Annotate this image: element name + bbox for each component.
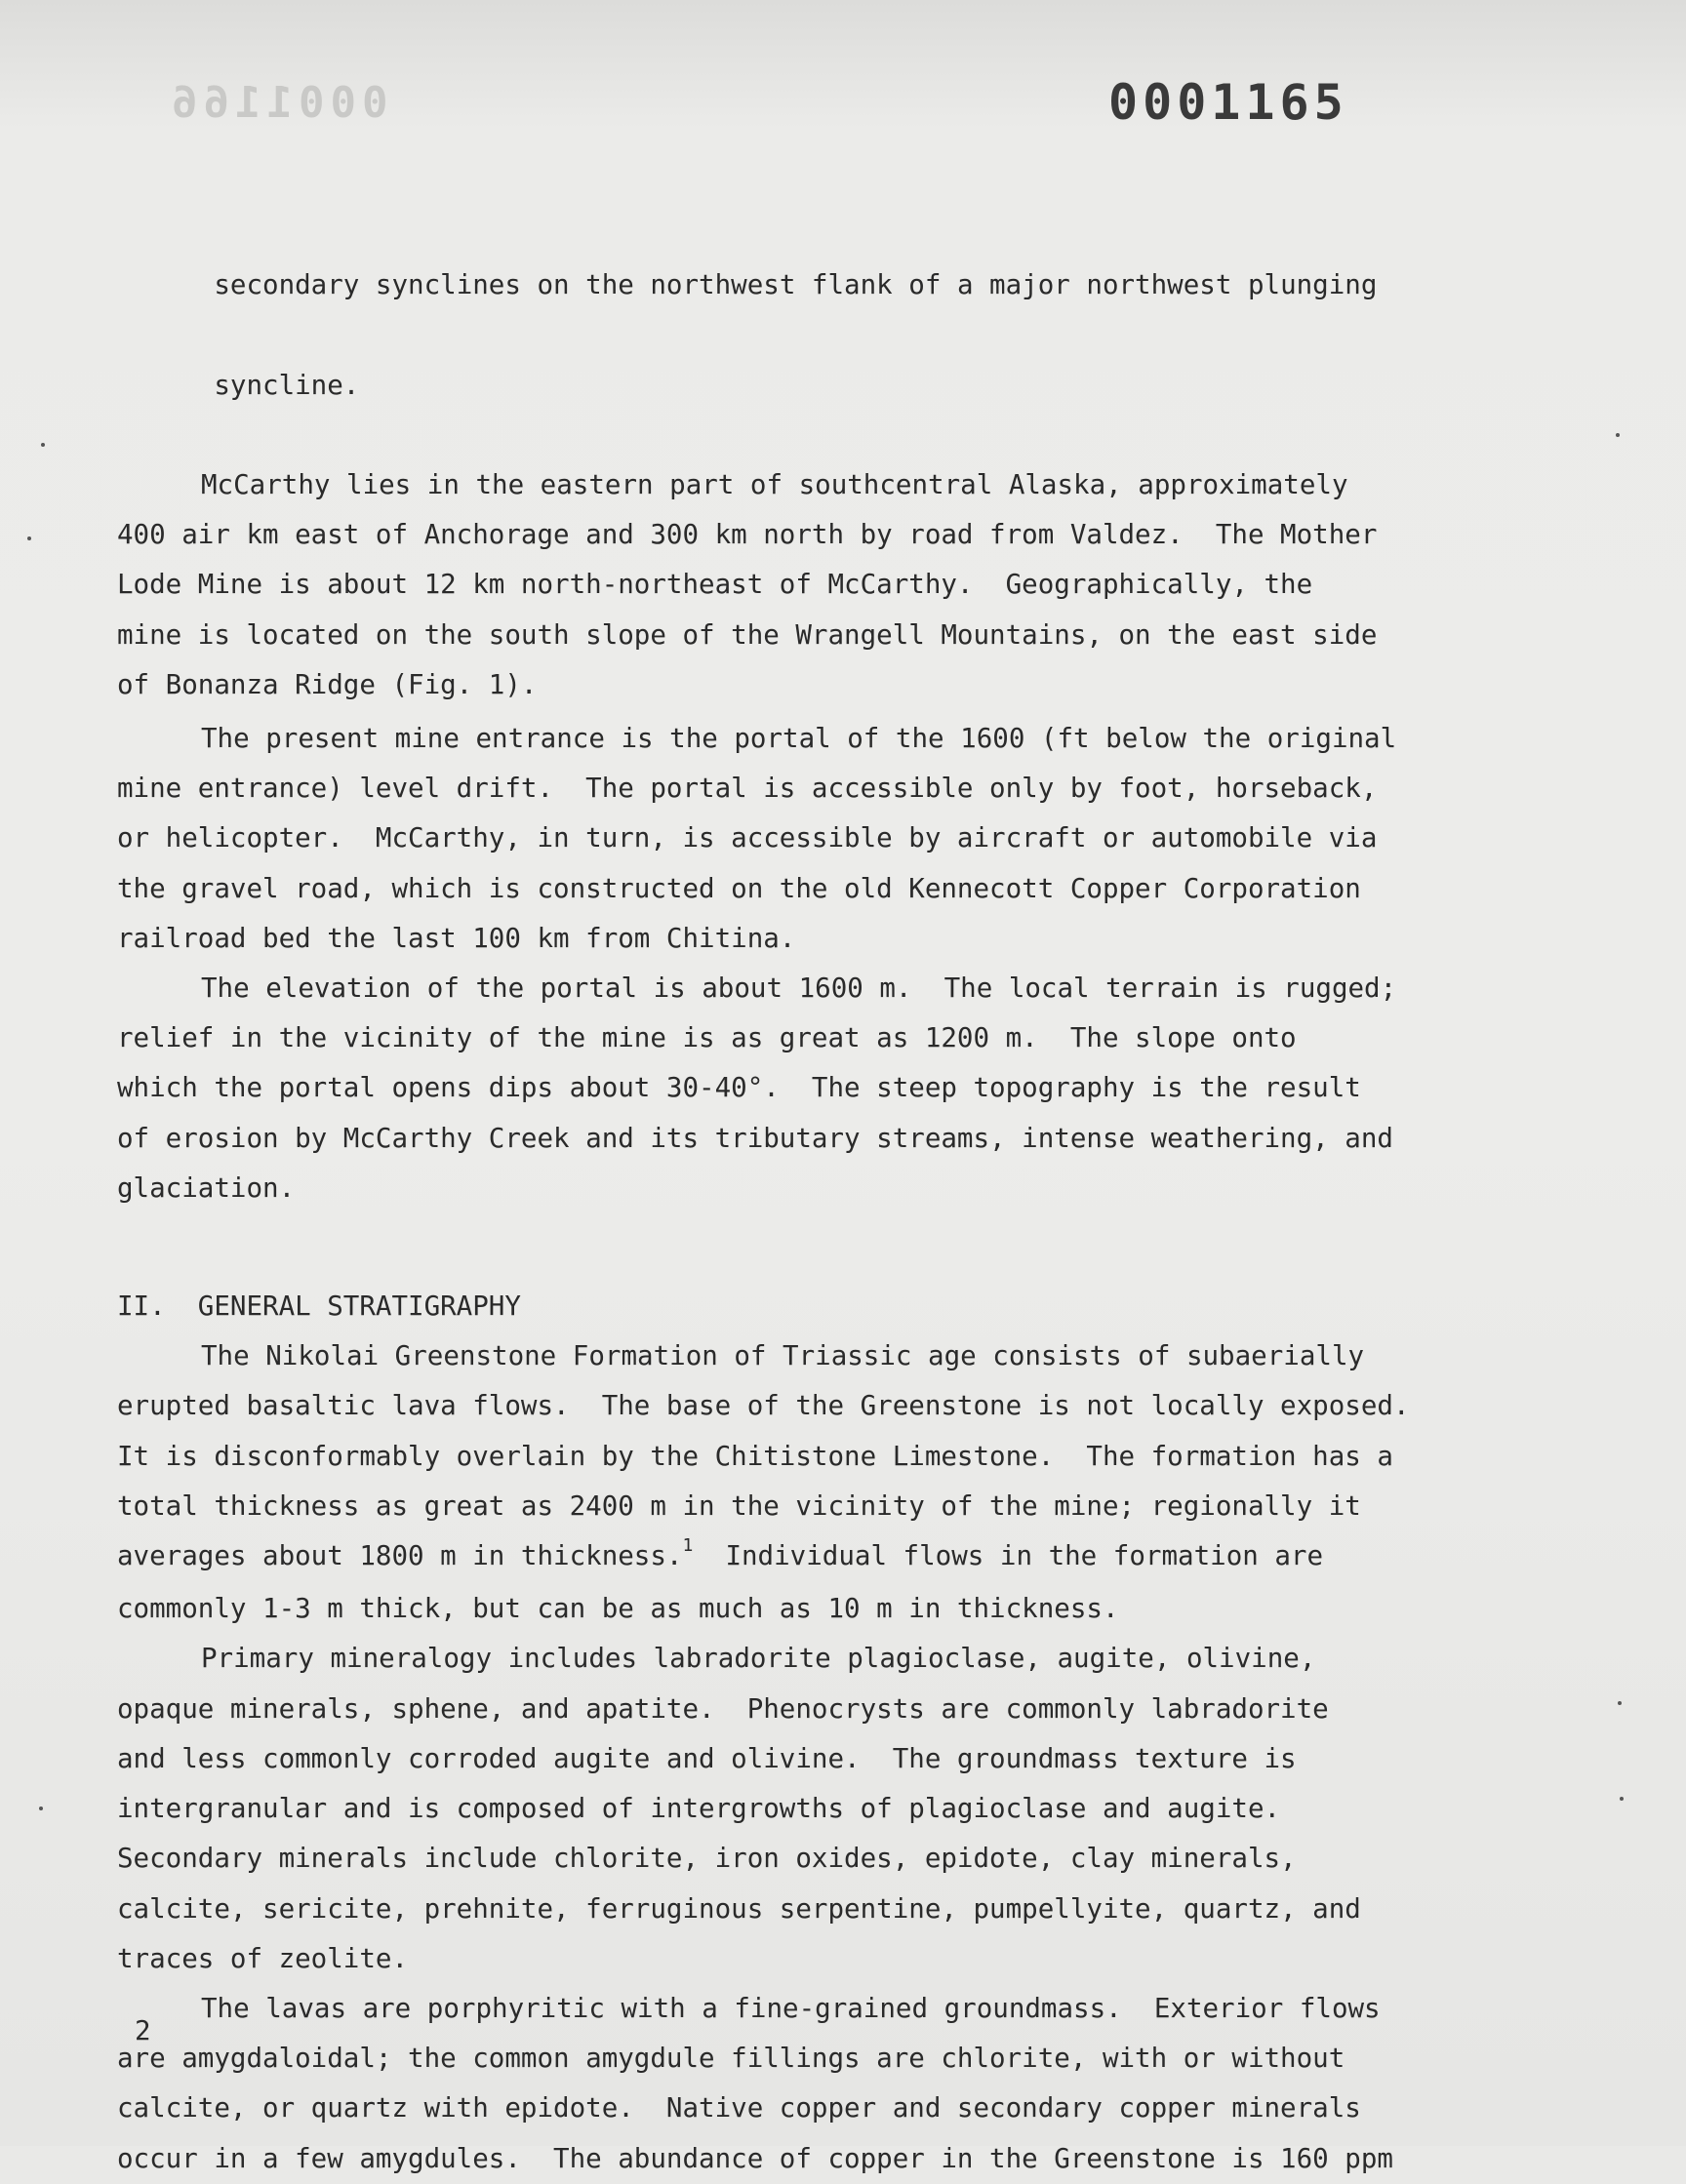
text-line: traces of zeolite. [117, 1942, 409, 1974]
document-number: 0001165 [1108, 74, 1348, 131]
paragraph [117, 1984, 1444, 2184]
text-line: relief in the vicinity of the mine is as great as 1200 m. The slope onto [117, 1022, 1297, 1054]
text-line: mine is located on the south slope of the Wrangell Mountains, on the east side [117, 618, 1378, 651]
text-line: of Bonanza Ridge (Fig. 1). [117, 668, 538, 700]
text-line: Lode Mine is about 12 km north-northeast of McCarthy. Geographically, the [117, 569, 1313, 601]
text-line: syncline. [214, 369, 360, 401]
footnote-marker: 1 [682, 1535, 694, 1557]
text-line: McCarthy lies in the eastern part of southcentral Alaska, approximately [201, 469, 1348, 501]
text-line: The elevation of the portal is about 1600 m. The local terrain is rugged; [201, 973, 1397, 1005]
text-line: which the portal opens dips about 30-40°. The steep topography is the result [117, 1072, 1361, 1104]
text-line: The lavas are porphyritic with a fine-grained groundmass. Exterior flows [201, 1992, 1381, 2024]
text-line: are amygdaloidal; the common amygdule fillings are chlorite, with or without [117, 2043, 1345, 2075]
text-line: glaciation. [117, 1171, 296, 1204]
text-line: averages about 1800 m in thickness. [117, 1540, 683, 1572]
section-heading: II. GENERAL STRATIGRAPHY [117, 1291, 521, 1323]
scan-speck [1616, 433, 1620, 437]
text-line: Secondary minerals include chlorite, iron oxides, epidote, clay minerals, [117, 1843, 1297, 1875]
text-line: intergranular and is composed of intergrowths of plagioclase and augite. [117, 1793, 1281, 1825]
text-line: The present mine entrance is the portal of the 1600 (ft below the original [201, 723, 1397, 755]
text-line: commonly 1-3 m thick, but can be as much as 10 m in thickness. [117, 1593, 1119, 1625]
paragraph [117, 460, 1444, 710]
text-line: the gravel road, which is constructed on the old Kennecott Copper Corporation [117, 872, 1361, 904]
text-line: Individual flows in the formation are [693, 1540, 1324, 1572]
scan-speck [27, 536, 31, 540]
text-line: calcite, sericite, prehnite, ferruginous serpentine, pumpellyite, quartz, and [117, 1892, 1361, 1925]
text-line: 400 air km east of Anchorage and 300 km north by road from Valdez. The Mother [117, 519, 1378, 551]
scan-speck [1618, 1701, 1622, 1705]
paragraph [117, 964, 1444, 1213]
paragraph [117, 1331, 1444, 1634]
text-line: total thickness as great as 2400 m in the vicinity of the mine; regionally it [117, 1489, 1361, 1522]
text-line: opaque minerals, sphene, and apatite. Phenocrysts are commonly labradorite [117, 1692, 1329, 1725]
text-line: and less commonly corroded augite and olivine. The groundmass texture is [117, 1742, 1297, 1774]
paragraph [117, 714, 1444, 964]
paragraph [117, 211, 1444, 460]
text-line: The Nikolai Greenstone Formation of Triassic age consists of subaerially [201, 1340, 1365, 1372]
text-line: of erosion by McCarthy Creek and its tributary streams, intense weathering, and [117, 1122, 1393, 1154]
text-line: or helicopter. McCarthy, in turn, is accessible by aircraft or automobile via [117, 822, 1378, 854]
text-line: erupted basaltic lava flows. The base of the Greenstone is not locally exposed. [117, 1390, 1410, 1422]
text-line: It is disconformably overlain by the Chitistone Limestone. The formation has a [117, 1440, 1393, 1472]
text-line: calcite, or quartz with epidote. Native copper and secondary copper minerals [117, 2092, 1361, 2124]
scan-speck [39, 1807, 43, 1810]
scan-speck [1620, 1797, 1624, 1801]
text-line: secondary synclines on the northwest flank of a major northwest plunging [214, 269, 1378, 301]
scan-speck [41, 443, 45, 447]
page-number: 2 [135, 2015, 151, 2046]
text-line: mine entrance) level drift. The portal is accessible only by foot, horseback, [117, 773, 1378, 805]
text-line: railroad bed the last 100 km from Chitina. [117, 922, 796, 954]
bleed-through-number: 0001166 [166, 78, 388, 128]
text-line: Primary mineralogy includes labradorite plagioclase, augite, olivine, [201, 1643, 1316, 1675]
paragraph [117, 1634, 1444, 1983]
text-line: occur in a few amygdules. The abundance of copper in the Greenstone is 160 ppm [117, 2142, 1393, 2174]
body-text [117, 211, 1444, 2184]
